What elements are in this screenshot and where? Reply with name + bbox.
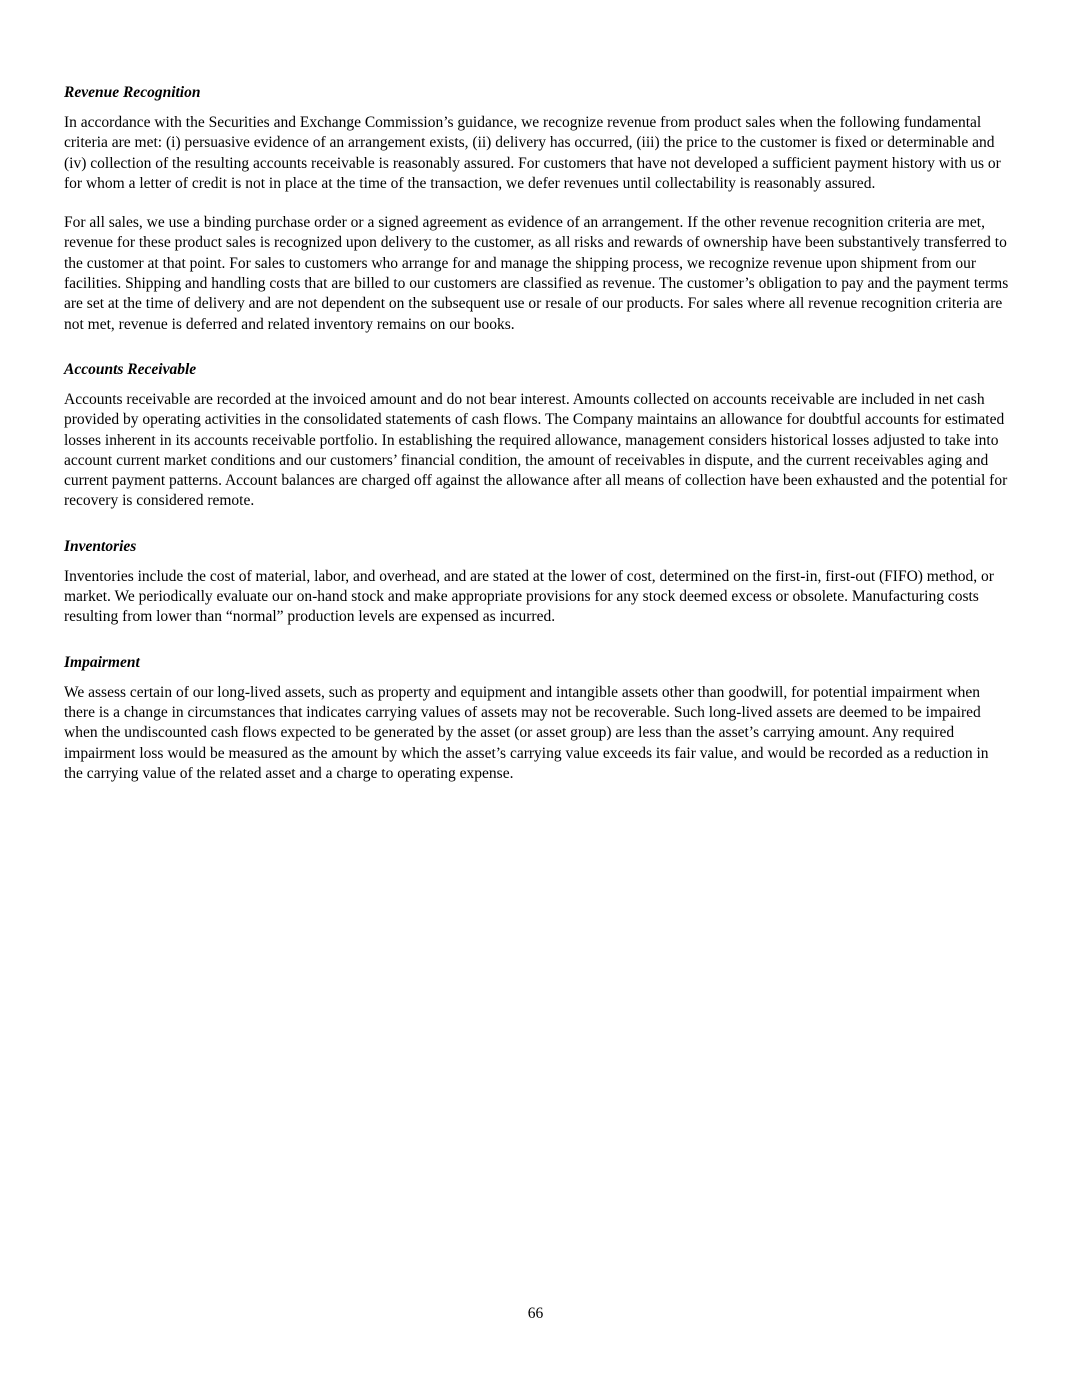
section-impairment: [64, 653, 1010, 784]
paragraph: Accounts receivable are recorded at the invoiced amount and do not bear interest. Amounts collected on accounts receivable are included in net cash provided by operating activities in the consolidated statements of cash flows. The Company maintains an allowance for doubtful accounts for estimated losses inherent in its accounts receivable portfolio. In establishing the required allowance, management considers historical losses adjusted to take into account current market conditions and our customers’ financial condition, the amount of receivables in dispute, and the current receivables aging and current payment patterns. Account balances are charged off against the allowance after all means of collection have been exhausted and the potential for recovery is considered remote.: [64, 390, 1008, 510]
paragraph: For all sales, we use a binding purchase order or a signed agreement as evidence of an arrangement. If the other revenue recognition criteria are met, revenue for these product sales is recognized upon delivery to the customer, as all risks and rewards of ownership have been substantively transferred to the customer at that point. For sales to customers who arrange for and manage the shipping process, we recognize revenue upon shipment from our facilities. Shipping and handling costs that are billed to our customers are classified as revenue. The customer’s obligation to pay and the payment terms are set at the time of delivery and are not dependent on the subsequent use or resale of our products. For sales where all revenue recognition criteria are not met, revenue is deferred and related inventory remains on our books.: [64, 214, 1009, 333]
page-number: 66: [527, 1305, 544, 1322]
paragraph: We assess certain of our long-lived assets, such as property and equipment and intangible assets other than goodwill, for potential impairment when there is a change in circumstances that indicates carrying values of assets may not be recoverable. Such long-lived assets are deemed to be impaired when the undiscounted cash flows expected to be generated by the asset (or asset group) are less than the asset’s carrying amount. Any required impairment loss would be measured as the amount by which the asset’s carrying value exceeds its fair value, and would be recorded as a reduction in the carrying value of the related asset and a charge to operating expense.: [64, 683, 989, 782]
section-heading: Inventories: [64, 537, 137, 555]
section-heading: Revenue Recognition: [64, 84, 201, 101]
section-revenue-recognition: [64, 83, 1010, 335]
paragraph: Inventories include the cost of material, labor, and overhead, and are stated at the lower of cost, determined on the first-in, first-out (FIFO) method, or market. We periodically evaluate our on-hand stock and make appropriate provisions for any stock deemed excess or obsolete. Manufacturing costs resulting from lower than “normal” production levels are expensed as incurred.: [64, 567, 994, 626]
section-accounts-receivable: [64, 360, 1010, 512]
section-heading: Impairment: [64, 653, 140, 671]
document-body: [64, 83, 1010, 809]
section-heading: Accounts Receivable: [64, 360, 197, 378]
section-inventories: [64, 537, 1010, 628]
paragraph: In accordance with the Securities and Exchange Commission’s guidance, we recognize revenue from product sales when the following fundamental criteria are met: (i) persuasive evidence of an arrangement exists, (ii) delivery has occurred, (iii) the price to the customer is fixed or determinable and (iv) collection of the resulting accounts receivable is reasonably assured. For customers that have not developed a sufficient payment history with us or for whom a letter of credit is not in place at the time of the transaction, we defer revenues until collectability is reasonably assured.: [64, 114, 1001, 192]
